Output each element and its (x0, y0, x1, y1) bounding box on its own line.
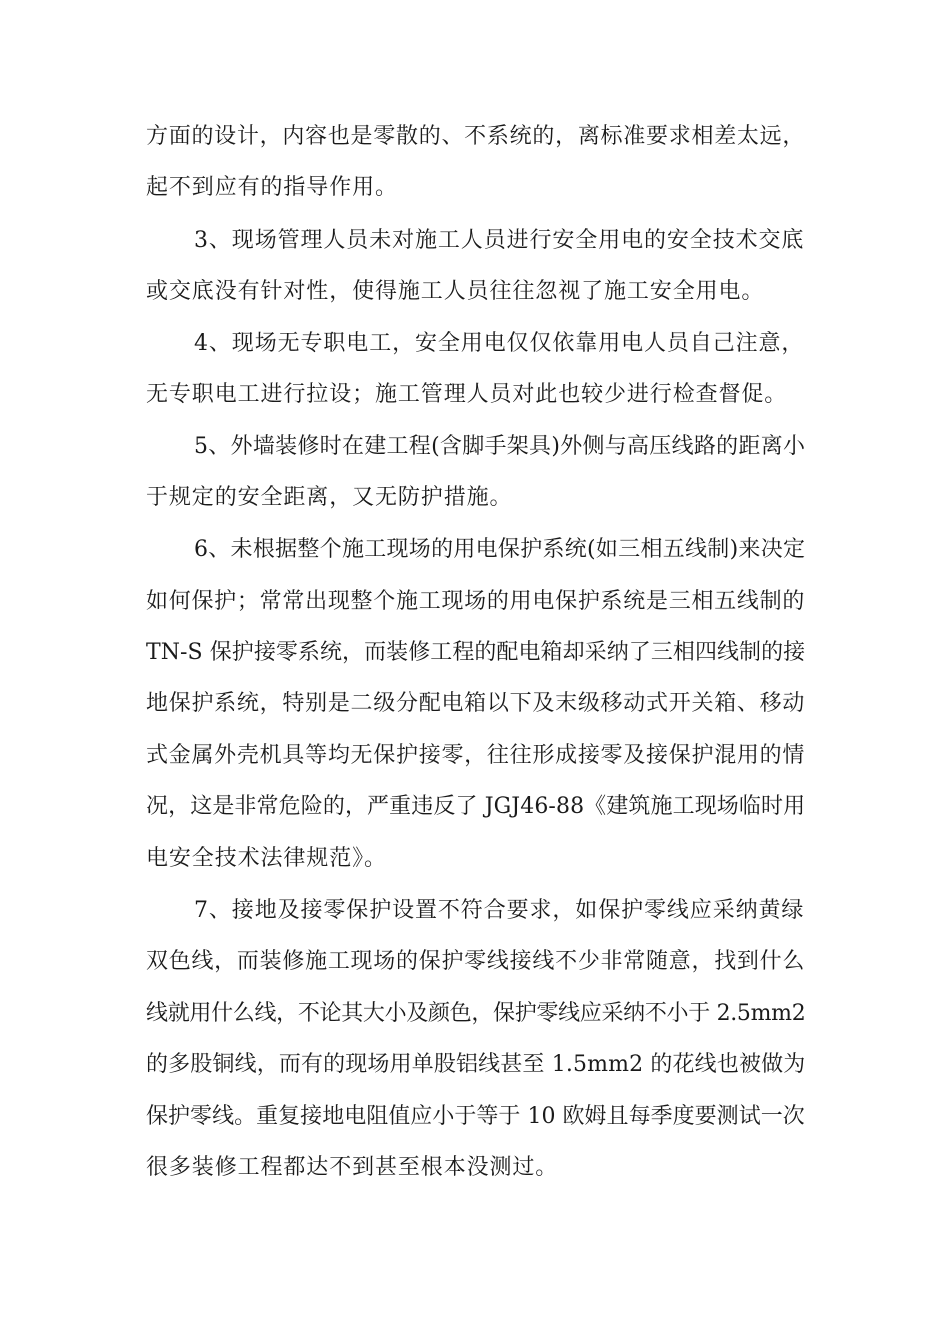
paragraph-7-start: 7、接地及接零保护设置不符合要求，如保护零线应采纳黄绿 (194, 898, 805, 923)
text-line: 电安全技术法律规范》。 (146, 846, 387, 871)
text-line: 很多装修工程都达不到甚至根本没测过。 (146, 1155, 559, 1180)
paragraph-3-start: 3、现场管理人员未对施工人员进行安全用电的安全技术交底 (194, 228, 805, 253)
text-line: 如何保护；常常出现整个施工现场的用电保护系统是三相五线制的 (146, 589, 806, 614)
text-line: 于规定的安全距离，又无防护措施。 (146, 485, 513, 510)
text-line: 起不到应有的指导作用。 (146, 175, 398, 200)
paragraph-6-start: 6、未根据整个施工现场的用电保护系统(如三相五线制)来决定 (194, 537, 806, 562)
text-line: 的多股铜线，而有的现场用单股铝线甚至 1.5mm2 的花线也被做为 (146, 1052, 806, 1077)
text-line: 或交底没有针对性，使得施工人员往往忽视了施工安全用电。 (146, 279, 765, 304)
text-line: 保护零线。重复接地电阻值应小于等于 10 欧姆且每季度要测试一次 (146, 1104, 805, 1129)
text-line: 无专职电工进行拉设；施工管理人员对此也较少进行检查督促。 (146, 382, 788, 407)
text-line: 线就用什么线，不论其大小及颜色，保护零线应采纳不小于 2.5mm2 (146, 1001, 806, 1026)
text-line: 方面的设计，内容也是零散的、不系统的，离标准要求相差太远， (146, 124, 806, 149)
text-line: 双色线，而装修施工现场的保护零线接线不少非常随意，找到什么 (146, 949, 806, 974)
text-line: 况，这是非常危险的，严重违反了 JGJ46-88《建筑施工现场临时用 (146, 794, 806, 819)
text-line: 式金属外壳机具等均无保护接零，往往形成接零及接保护混用的情 (146, 743, 806, 768)
text-line: TN-S 保护接零系统，而装修工程的配电箱却采纳了三相四线制的接 (146, 640, 806, 665)
paragraph-4-start: 4、现场无专职电工，安全用电仅仅依靠用电人员自己注意， (194, 331, 805, 356)
text-line: 地保护系统，特别是二级分配电箱以下及末级移动式开关箱、移动 (146, 691, 806, 716)
paragraph-5-start: 5、外墙装修时在建工程(含脚手架具)外侧与高压线路的距离小 (194, 434, 806, 459)
